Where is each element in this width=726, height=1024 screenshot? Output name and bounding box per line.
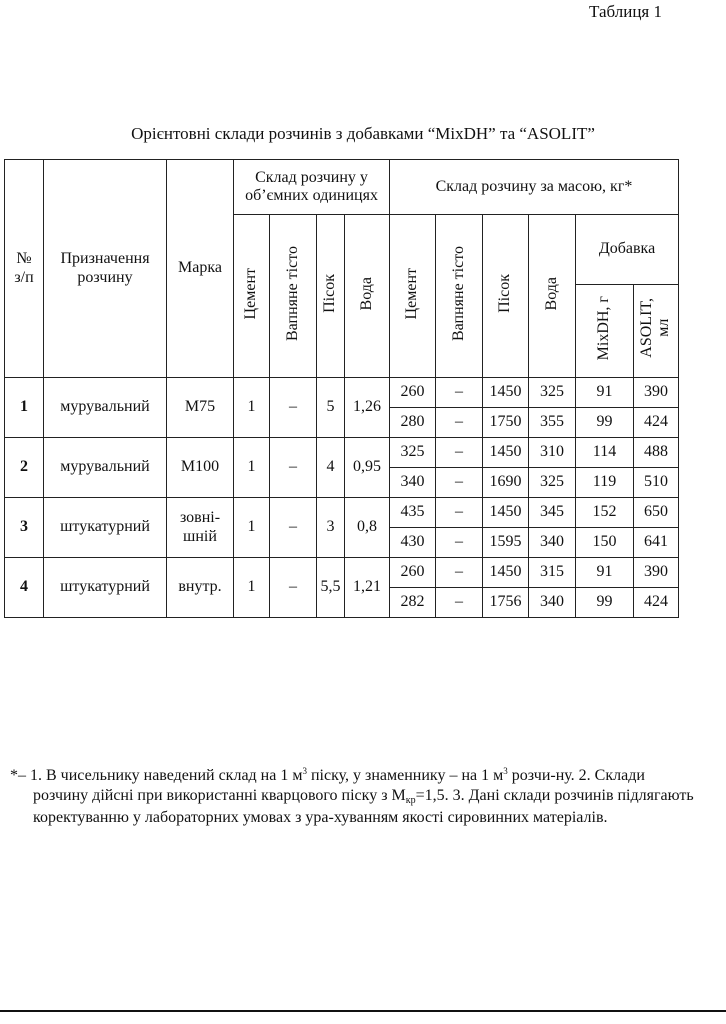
footnote-text (10, 766, 700, 828)
footnote-part-1: *– 1. В чисельнику наведений склад на 1 м (10, 767, 303, 784)
footnote-sub: кр (405, 795, 416, 806)
row-mass-lime: – (436, 438, 483, 468)
table-row (5, 498, 679, 528)
mortar-composition-table (4, 159, 679, 618)
header-m-water-text: Вода (542, 276, 560, 311)
row-mass-sand: 1750 (483, 408, 529, 438)
row-mass-mixdh: 99 (576, 408, 634, 438)
footnote-sup-2: 3 (503, 766, 508, 776)
header-additive: Добавка (576, 215, 679, 285)
header-mass-group: Склад розчину за масою, кг* (390, 160, 679, 215)
row-mass-lime: – (436, 558, 483, 588)
row-mass-cement: 325 (390, 438, 436, 468)
header-volume-group (234, 160, 390, 215)
row-mass-lime: – (436, 378, 483, 408)
row-volume-water: 1,26 (345, 378, 390, 438)
row-mass-mixdh: 114 (576, 438, 634, 468)
row-mark-line1: зовні- (179, 509, 221, 527)
header-asolit (634, 285, 679, 378)
row-mass-asolit: 641 (634, 528, 679, 558)
row-mass-cement: 340 (390, 468, 436, 498)
table-row (5, 558, 679, 588)
row-mass-sand: 1450 (483, 378, 529, 408)
row-mass-water: 325 (529, 378, 576, 408)
row-mark-line1: внутр. (178, 578, 222, 596)
row-mass-asolit: 510 (634, 468, 679, 498)
footnote (10, 766, 700, 828)
row-mass-lime: – (436, 468, 483, 498)
header-num-line2: з/п (14, 268, 34, 286)
row-mass-lime: – (436, 588, 483, 618)
row-mark (167, 558, 234, 618)
row-mass-asolit: 488 (634, 438, 679, 468)
header-m-sand-text: Пісок (496, 273, 514, 313)
row-volume-lime: – (270, 558, 317, 618)
header-volume-line1: Склад розчину у (255, 168, 368, 186)
row-mass-cement: 430 (390, 528, 436, 558)
footnote-part-3: розчи-ну. 2. Склади розчину дійсні при використанні кварцового піску з М (33, 767, 645, 804)
row-mass-mixdh: 150 (576, 528, 634, 558)
row-volume-cement: 1 (234, 498, 270, 558)
row-mass-cement: 282 (390, 588, 436, 618)
footnote-part-2: піску, у знаменнику – на 1 м (306, 767, 504, 784)
row-mark-line2: шній (183, 527, 217, 545)
row-mark (167, 438, 234, 498)
row-mass-mixdh: 152 (576, 498, 634, 528)
row-mass-cement: 260 (390, 378, 436, 408)
header-mixdh (576, 285, 634, 378)
row-mark-line1: М75 (184, 398, 216, 416)
row-mass-lime: – (436, 408, 483, 438)
row-mass-sand: 1690 (483, 468, 529, 498)
row-volume-water: 0,8 (345, 498, 390, 558)
header-num-line1: № (16, 250, 32, 268)
row-volume-cement: 1 (234, 378, 270, 438)
row-mark-line1: М100 (180, 458, 220, 476)
row-mass-cement: 280 (390, 408, 436, 438)
row-mark (167, 378, 234, 438)
table-title: Орієнтовні склади розчинів з добавками “MixDH” та “ASOLIT” (131, 124, 595, 143)
row-mass-lime: – (436, 498, 483, 528)
footnote-sup-1: 3 (302, 766, 307, 776)
header-v-lime-text: Вапняне тісто (283, 245, 301, 341)
row-volume-sand: 5 (317, 378, 345, 438)
row-mass-water: 340 (529, 588, 576, 618)
row-mass-mixdh: 119 (576, 468, 634, 498)
row-mass-mixdh: 91 (576, 558, 634, 588)
row-mass-sand: 1595 (483, 528, 529, 558)
header-purpose-line1: Призначення (60, 250, 150, 268)
row-mass-sand: 1450 (483, 558, 529, 588)
row-volume-sand: 4 (317, 438, 345, 498)
row-volume-lime: – (270, 498, 317, 558)
header-m-water (529, 215, 576, 378)
row-purpose: штукатурний (44, 558, 167, 618)
row-volume-sand: 5,5 (317, 558, 345, 618)
row-mass-asolit: 424 (634, 408, 679, 438)
row-number: 2 (5, 438, 44, 498)
footnote-part-4: =1,5. 3. Дані склади розчинів підлягають коректуванню у лабораторних умовах з ура-хуванням якості сировинних матеріалів. (33, 787, 694, 826)
header-v-sand (317, 215, 345, 378)
header-volume-line2: об’ємних одиницях (245, 187, 378, 204)
row-volume-sand: 3 (317, 498, 345, 558)
header-m-lime (436, 215, 483, 378)
row-purpose: штукатурний (44, 498, 167, 558)
row-volume-lime: – (270, 378, 317, 438)
header-v-water-text: Вода (357, 276, 375, 311)
header-m-lime-text: Вапняне тісто (449, 245, 467, 341)
row-mass-water: 315 (529, 558, 576, 588)
header-purpose-line2: розчину (77, 268, 133, 286)
row-mass-cement: 435 (390, 498, 436, 528)
row-mass-mixdh: 91 (576, 378, 634, 408)
row-volume-water: 1,21 (345, 558, 390, 618)
header-v-lime (270, 215, 317, 378)
header-mixdh-text: MixDH, г (595, 296, 613, 361)
row-mass-sand: 1450 (483, 498, 529, 528)
row-mass-lime: – (436, 528, 483, 558)
header-num (5, 160, 44, 378)
row-mass-cement: 260 (390, 558, 436, 588)
row-mass-water: 310 (529, 438, 576, 468)
header-v-water (345, 215, 390, 378)
header-m-cement-text: Цемент (403, 267, 421, 320)
row-mass-sand: 1450 (483, 438, 529, 468)
row-mass-asolit: 424 (634, 588, 679, 618)
table-row (5, 438, 679, 468)
table-row (5, 378, 679, 408)
row-purpose: мурувальний (44, 438, 167, 498)
header-asolit-line1: ASOLIT, (638, 298, 656, 359)
row-mass-sand: 1756 (483, 588, 529, 618)
row-volume-water: 0,95 (345, 438, 390, 498)
page-bottom-rule (0, 1010, 726, 1012)
header-v-sand-text: Пісок (321, 273, 339, 313)
row-volume-cement: 1 (234, 438, 270, 498)
row-mass-water: 355 (529, 408, 576, 438)
header-v-cement-text: Цемент (242, 267, 260, 320)
header-m-cement (390, 215, 436, 378)
row-mass-asolit: 390 (634, 558, 679, 588)
table-number-label: Таблиця 1 (589, 2, 662, 21)
header-mark: Марка (167, 160, 234, 378)
row-number: 4 (5, 558, 44, 618)
row-purpose: мурувальний (44, 378, 167, 438)
row-mark (167, 498, 234, 558)
row-volume-lime: – (270, 438, 317, 498)
row-number: 3 (5, 498, 44, 558)
row-mass-water: 340 (529, 528, 576, 558)
header-purpose (44, 160, 167, 378)
header-asolit-line2: мл (655, 319, 672, 338)
header-m-sand (483, 215, 529, 378)
row-mass-asolit: 390 (634, 378, 679, 408)
header-v-cement (234, 215, 270, 378)
header-asolit-text (639, 298, 673, 358)
row-mass-asolit: 650 (634, 498, 679, 528)
row-mass-water: 345 (529, 498, 576, 528)
row-mass-water: 325 (529, 468, 576, 498)
row-number: 1 (5, 378, 44, 438)
row-volume-cement: 1 (234, 558, 270, 618)
row-mass-mixdh: 99 (576, 588, 634, 618)
